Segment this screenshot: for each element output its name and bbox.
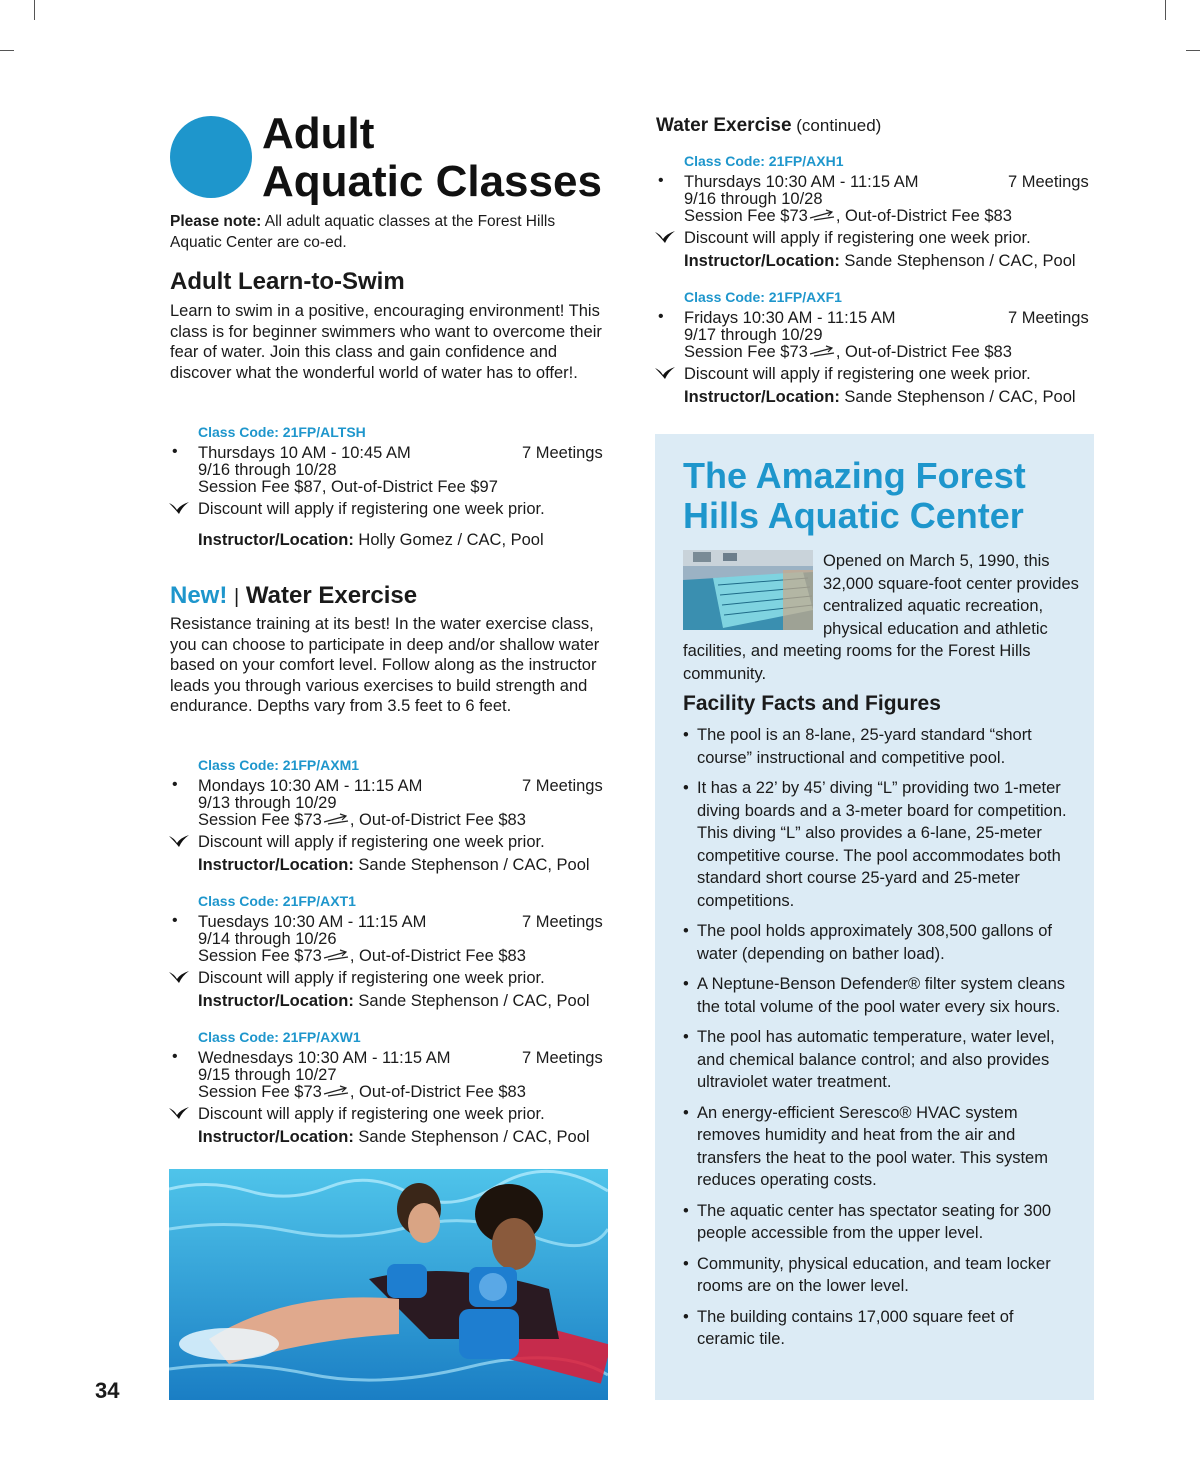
fact-item [683,920,1073,965]
fact-bullet: • [683,779,689,797]
out-of-district-fee: , Out-of-District Fee $83 [349,947,526,965]
bullet: • [172,1048,178,1065]
heading-divider: | [234,586,240,608]
fact-item [683,724,1073,769]
title-circle-icon [170,116,252,198]
discount-bird-icon [168,501,190,515]
class-meetings: 7 Meetings [1008,309,1089,327]
class-schedule: Mondays 10:30 AM - 11:15 AM [198,777,423,795]
instructor-label: Instructor/Location: [198,1128,354,1146]
fact-bullet: • [683,1028,689,1046]
discount-text: Discount will apply if registering one week prior. [684,229,1031,247]
class-fee [198,1084,526,1101]
class-code: Class Code: 21FP/AXF1 [684,289,842,305]
class-instructor [198,531,544,550]
water-exercise-photo [169,1169,608,1400]
instructor-value: Sande Stephenson / CAC, Pool [839,388,1076,406]
note-text: All adult aquatic classes at the Forest Hills Aquatic Center are co-ed. [170,213,556,251]
fact-bullet: • [683,1103,689,1122]
class-discount [198,832,545,852]
pool-photo [683,550,813,630]
discount-bird-icon [654,366,676,380]
class-dates: 9/16 through 10/28 [684,190,823,208]
class-dates: 9/17 through 10/29 [684,326,823,344]
class-fee [684,208,1012,225]
instructor-value: Sande Stephenson / CAC, Pool [839,252,1076,270]
session-fee: Session Fee $73 [684,343,808,361]
fact-item [683,973,1073,1018]
continued-heading [656,115,881,137]
senior-discount-icon [322,813,350,825]
new-label: New! [170,582,228,609]
class-instructor [684,388,1076,407]
class-meetings: 7 Meetings [1008,173,1089,191]
class-code: Class Code: 21FP/AXM1 [198,757,360,773]
fact-bullet: • [683,1254,689,1273]
class-instructor [198,1128,590,1147]
discount-text: Discount will apply if registering one week prior. [198,1105,545,1123]
fact-bullet: • [683,922,689,940]
class-discount [684,228,1031,248]
class-discount [198,499,545,519]
fact-item [683,1026,1073,1094]
fact-item [683,1253,1073,1298]
discount-bird-icon [168,1106,190,1120]
bullet: • [658,172,664,189]
class-schedule: Thursdays 10 AM - 10:45 AM [198,444,411,462]
aquatic-center-panel [655,434,1094,1400]
fact-text: The pool is an 8-lane, 25-yard standard “short course” instructional and competitive pool. [697,726,1032,767]
discount-text: Discount will apply if registering one week prior. [198,500,545,518]
class-meetings: 7 Meetings [522,1049,603,1067]
note-label: Please note: [170,213,262,230]
fact-bullet: • [683,1201,689,1220]
water-exercise-title: Water Exercise [245,582,418,609]
fact-text: A Neptune-Benson Defender® filter system cleans the total volume of the pool water every six hours. [697,975,1066,1016]
class-code: Class Code: 21FP/AXW1 [198,1029,361,1045]
facts-list [683,724,1073,1359]
class-fee: Session Fee $87, Out-of-District Fee $97 [198,478,498,496]
class-dates: 9/13 through 10/29 [198,794,337,812]
out-of-district-fee: , Out-of-District Fee $83 [349,811,526,829]
discount-text: Discount will apply if registering one week prior. [198,969,545,987]
panel-title-line2: Hills Aquatic Center [683,495,1024,536]
class-discount [198,968,545,988]
panel-title-line1: The Amazing Forest [683,455,1026,496]
fact-item [683,1102,1073,1192]
fact-text: The building contains 17,000 square feet of ceramic tile. [697,1307,1014,1348]
discount-bird-icon [168,970,190,984]
water-exercise-description: Resistance training at its best! In the water exercise class, you can choose to participate in deep and/or shallow water based on your comfort level. Follow along as the instructor leads you through various exercises to build strength and endurance. Depths vary from 3.5 feet to 6 feet. [170,615,600,716]
senior-discount-icon [808,209,836,221]
class-code: Class Code: 21FP/AXT1 [198,893,356,909]
page-number: 34 [95,1378,120,1403]
instructor-value: Sande Stephenson / CAC, Pool [353,1128,590,1146]
fact-text: The pool holds approximately 308,500 gallons of water (depending on bather load). [697,922,1052,963]
class-schedule: Tuesdays 10:30 AM - 11:15 AM [198,913,427,931]
class-meetings: 7 Meetings [522,777,603,795]
senior-discount-icon [808,345,836,357]
panel-intro-wrap [683,550,1083,685]
fact-item [683,1306,1073,1351]
session-fee: Session Fee $73 [198,1083,322,1101]
bullet: • [658,308,664,325]
crop-mark [34,0,35,20]
learn-to-swim-heading: Adult Learn-to-Swim [170,268,405,295]
class-discount [198,1104,545,1124]
class-discount [684,364,1031,384]
fact-item [683,1200,1073,1245]
class-instructor [198,992,590,1011]
class-schedule: Thursdays 10:30 AM - 11:15 AM [684,173,919,191]
out-of-district-fee: , Out-of-District Fee $83 [835,207,1012,225]
instructor-label: Instructor/Location: [198,992,354,1010]
water-exercise-heading [170,582,417,610]
class-dates: 9/14 through 10/26 [198,930,337,948]
discount-text: Discount will apply if registering one week prior. [684,365,1031,383]
class-meetings: 7 Meetings [522,913,603,931]
out-of-district-fee: , Out-of-District Fee $83 [349,1083,526,1101]
fact-bullet: • [683,1307,689,1326]
bullet: • [172,912,178,929]
class-code: Class Code: 21FP/AXH1 [684,153,844,169]
class-instructor [198,856,590,875]
fact-bullet: • [683,726,689,744]
senior-discount-icon [322,949,350,961]
fact-text: The pool has automatic temperature, water level, and chemical balance control; and also provides ultraviolet water treatment. [697,1028,1055,1091]
bullet: • [172,776,178,793]
class-schedule: Wednesdays 10:30 AM - 11:15 AM [198,1049,451,1067]
facts-heading: Facility Facts and Figures [683,692,941,715]
continued-title: Water Exercise [656,115,792,136]
page-title-line1: Adult [262,109,375,158]
fact-text: Community, physical education, and team locker rooms are on the lower level. [697,1254,1051,1295]
class-dates: 9/16 through 10/28 [198,461,337,479]
class-fee [198,812,526,829]
instructor-value: Sande Stephenson / CAC, Pool [353,856,590,874]
panel-title [683,456,1026,536]
class-instructor [684,252,1076,271]
crop-mark [0,50,14,51]
bullet: • [172,443,178,460]
out-of-district-fee: , Out-of-District Fee $83 [835,343,1012,361]
instructor-value: Holly Gomez / CAC, Pool [353,531,544,549]
fact-text: The aquatic center has spectator seating for 300 people accessible from the upper level. [697,1201,1052,1242]
fact-bullet: • [683,975,689,993]
instructor-label: Instructor/Location: [198,531,354,549]
class-schedule: Fridays 10:30 AM - 11:15 AM [684,309,896,327]
fact-item [683,777,1073,912]
session-fee: Session Fee $73 [198,947,322,965]
session-fee: Session Fee $73 [684,207,808,225]
instructor-label: Instructor/Location: [198,856,354,874]
crop-mark [1186,50,1200,51]
senior-discount-icon [322,1085,350,1097]
panel-intro: Opened on March 5, 1990, this 32,000 square-foot center provides centralized aquatic recreation, physical education and athletic facilities, and meeting rooms for the Forest Hills community. [683,552,1079,683]
instructor-value: Sande Stephenson / CAC, Pool [353,992,590,1010]
discount-bird-icon [168,834,190,848]
crop-mark [1165,0,1166,20]
instructor-label: Instructor/Location: [684,388,840,406]
class-fee [684,344,1012,361]
class-meetings: 7 Meetings [522,444,603,462]
class-dates: 9/15 through 10/27 [198,1066,337,1084]
instructor-label: Instructor/Location: [684,252,840,270]
class-code: Class Code: 21FP/ALTSH [198,424,366,440]
page-title-line2: Aquatic Classes [262,157,602,206]
continued-suffix: (continued) [791,116,882,135]
fact-text: An energy-efficient Seresco® HVAC system removes humidity and heat from the air and transfers the heat to the pool water. This system reduces operating costs. [697,1103,1048,1189]
discount-bird-icon [654,230,676,244]
discount-text: Discount will apply if registering one week prior. [198,833,545,851]
session-fee: Session Fee $73 [198,811,322,829]
page-title [262,110,602,206]
fact-text: It has a 22’ by 45’ diving “L” providing two 1-meter diving boards and a 3-meter board for competition. This diving “L” also provides a 6-lane, 25-meter competitive course. The pool accommodates both standard short course 25-yard and 25-meter competitions. [697,779,1067,910]
learn-to-swim-description: Learn to swim in a positive, encouraging environment! This class is for beginner swimmers who want to overcome their fear of water. Join this class and gain confidence and discover what the wonderful world of water has to offer!. [170,302,602,382]
swimmers-image [169,1169,608,1400]
co-ed-note [170,212,610,253]
class-fee [198,948,526,965]
